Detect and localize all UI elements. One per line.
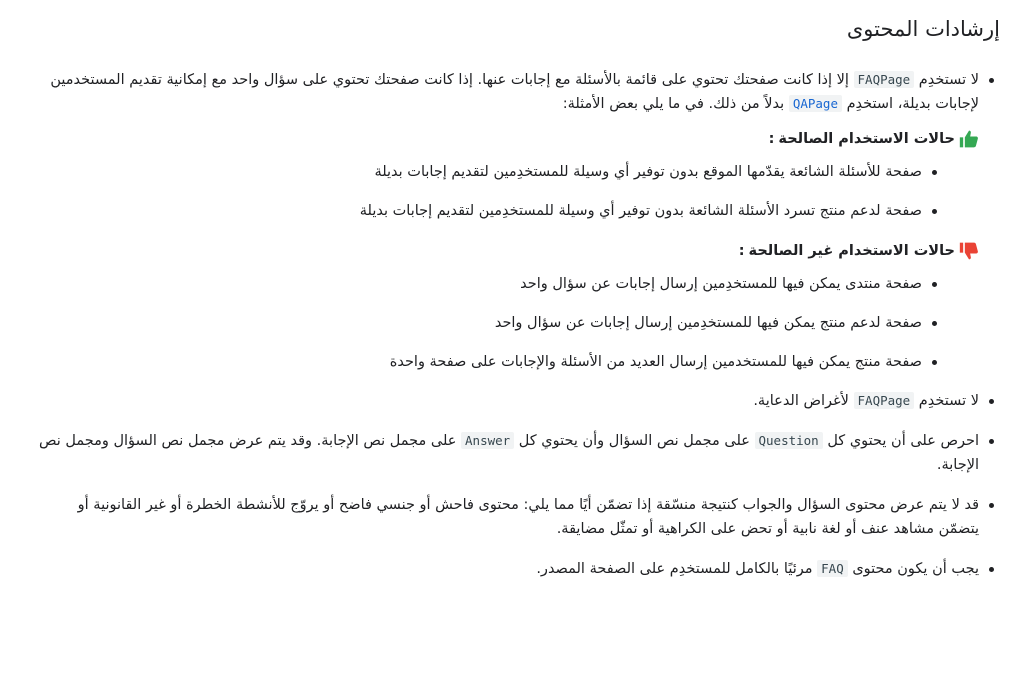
code-answer: Answer	[461, 432, 514, 449]
valid-usecases-heading	[34, 126, 979, 152]
item-text: مرئيًا بالكامل للمستخدِم على الصفحة المصدر.	[536, 561, 818, 577]
code-link-qapage[interactable]: QAPage	[789, 95, 842, 112]
code-faq: FAQ	[817, 560, 848, 577]
page-title: إرشادات المحتوى	[846, 17, 1000, 41]
list-item	[34, 429, 1000, 477]
item-text: بدلاً من ذلك. في ما يلي بعض الأمثلة:	[562, 96, 789, 112]
item-text: يجب أن يكون محتوى	[847, 561, 979, 577]
heading-colon: :	[768, 131, 775, 147]
item-text: لأغراض الدعاية.	[753, 393, 854, 409]
list-item: صفحة لدعم منتج تسرد الأسئلة الشائعة بدون توفير أي وسيلة للمستخدِمين لتقديم إجابات بديلة	[34, 199, 943, 223]
list-item	[34, 68, 1000, 374]
item-text: على مجمل نص السؤال وأن يحتوي كل	[514, 433, 755, 449]
heading-colon: :	[738, 243, 745, 259]
item-text: قد لا يتم عرض محتوى السؤال والجواب كنتيجة منسّقة إذا تضمّن أيًا مما يلي: محتوى فاحش أو جنسي فاضح أو يروّج للأنشطة الخطرة أو غير القانونية أو يتضمّن مشاهد عنف أو لغة نابية أو تحض على الكراهية أو تمثّل مضايقة.	[77, 497, 979, 537]
thumbs-down-icon	[959, 241, 979, 261]
item-text: على مجمل نص الإجابة. وقد يتم عرض مجمل نص السؤال ومجمل نص الإجابة.	[38, 433, 979, 473]
list-item: صفحة للأسئلة الشائعة يقدّمها الموقع بدون توفير أي وسيلة للمستخدِمين لتقديم إجابات بديلة	[34, 160, 943, 184]
invalid-usecases-label: حالات الاستخدام غير الصالحة	[748, 243, 955, 259]
item-text: احرص على أن يحتوي كل	[822, 433, 979, 449]
list-item	[34, 493, 1000, 541]
item-text: لا تستخدِم	[914, 393, 979, 409]
thumbs-up-icon	[959, 129, 979, 149]
list-item: صفحة منتج يمكن فيها للمستخدمين إرسال العديد من الأسئلة والإجابات على صفحة واحدة	[34, 350, 943, 374]
list-item	[34, 389, 1000, 413]
code-faqpage: FAQPage	[854, 392, 915, 409]
valid-usecases-list	[34, 160, 979, 223]
item-text: إلا إذا كانت صفحتك تحتوي على قائمة بالأسئلة مع إجابات عنها. إذا كانت صفحتك تحتوي على سؤال واحد مع إمكانية تقديم المستخدمين لإجابات بديلة، استخدِم	[50, 72, 979, 112]
valid-usecases-label: حالات الاستخدام الصالحة	[778, 131, 955, 147]
guidelines-list	[34, 68, 1000, 581]
code-question: Question	[755, 432, 823, 449]
item-text: لا تستخدِم	[914, 72, 979, 88]
list-item	[34, 557, 1000, 581]
invalid-usecases-list	[34, 272, 979, 374]
list-item: صفحة منتدى يمكن فيها للمستخدِمين إرسال إجابات عن سؤال واحد	[34, 272, 943, 296]
list-item: صفحة لدعم منتج يمكن فيها للمستخدِمين إرسال إجابات عن سؤال واحد	[34, 311, 943, 335]
code-faqpage: FAQPage	[854, 71, 915, 88]
invalid-usecases-heading	[34, 238, 979, 264]
